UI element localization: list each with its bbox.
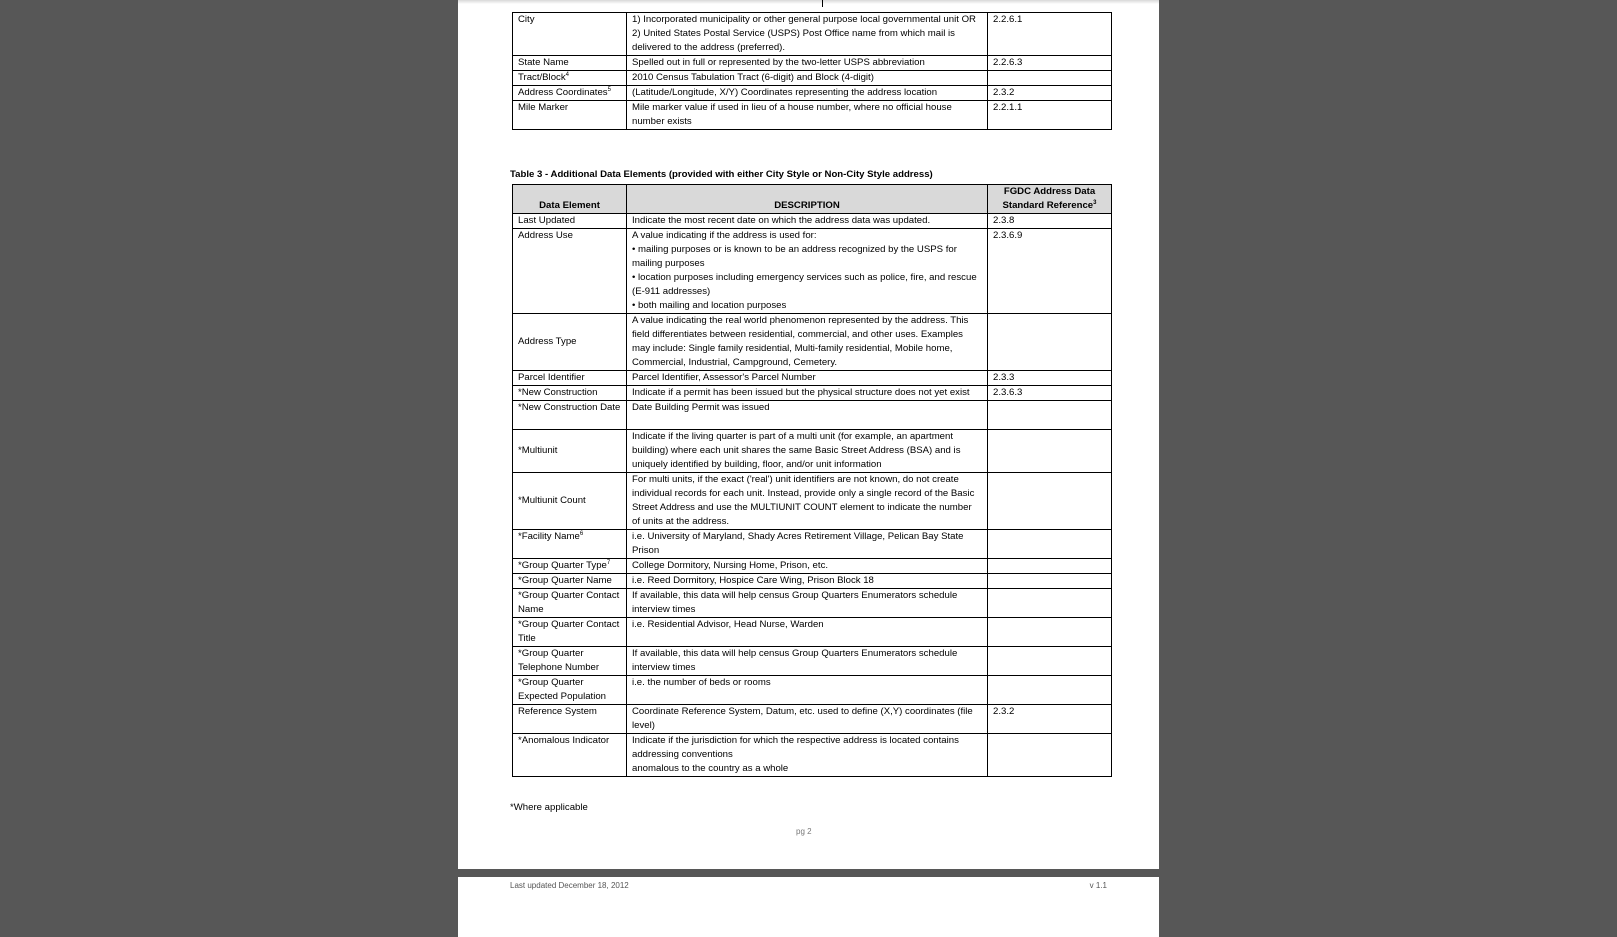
description-line: (Latitude/Longitude, X/Y) Coordinates representing the address location	[632, 87, 938, 98]
table-row	[513, 559, 1112, 574]
data-element-name: Address Use	[518, 230, 573, 241]
next-document-page	[458, 877, 1159, 937]
data-element-name: *New Construction Date	[518, 402, 621, 413]
description-line: Coordinate Reference System, Datum, etc. used to define (X,Y) coordinates (file level)	[632, 706, 973, 731]
fgdc-reference-cell: 2.2.1.1	[988, 101, 1112, 130]
table-row	[513, 229, 1112, 314]
description-line: A value indicating if the address is used for:	[632, 230, 817, 241]
data-element-name: *Multiunit	[518, 445, 558, 456]
footnote-ref: 5	[607, 86, 611, 93]
header-data-element: Data Element	[513, 185, 627, 214]
description-line: Date Building Permit was issued	[632, 402, 770, 413]
fgdc-reference-cell	[988, 71, 1112, 86]
table-row	[513, 574, 1112, 589]
fgdc-reference-cell	[988, 430, 1112, 473]
description-cell	[627, 13, 988, 56]
data-element-name: *Group Quarter Type	[518, 560, 607, 571]
data-element-name: Mile Marker	[518, 102, 569, 113]
table-row	[513, 473, 1112, 530]
fgdc-reference-cell	[988, 574, 1112, 589]
data-element-name: Address Type	[518, 336, 577, 347]
table-row	[513, 314, 1112, 371]
data-element-name: *Group Quarter Contact Title	[518, 619, 620, 644]
data-element-name: *Group Quarter Telephone Number	[518, 648, 600, 673]
fgdc-reference-cell: 2.2.6.1	[988, 13, 1112, 56]
table-row	[513, 530, 1112, 559]
description-cell	[627, 574, 988, 589]
table-row	[513, 71, 1112, 86]
data-element-cell	[513, 314, 627, 371]
description-line: College Dormitory, Nursing Home, Prison, etc.	[632, 560, 829, 571]
table-row	[513, 56, 1112, 71]
data-element-name: *Group Quarter Name	[518, 575, 612, 586]
description-cell	[627, 530, 988, 559]
footnote-ref: 6	[579, 530, 584, 537]
description-line: 2) United States Postal Service (USPS) Post Office name from which mail is delivered to the address (preferred).	[632, 28, 955, 53]
table-row	[513, 676, 1112, 705]
description-line: i.e. the number of beds or rooms	[632, 677, 771, 688]
table-3-caption: Table 3 - Additional Data Elements (provided with either City Style or Non-City Style address)	[510, 169, 933, 180]
data-element-name: State Name	[518, 57, 569, 68]
page-number: pg 2	[796, 827, 812, 836]
description-cell	[627, 101, 988, 130]
fgdc-reference-cell	[988, 647, 1112, 676]
data-element-cell	[513, 705, 627, 734]
description-line: Spelled out in full or represented by the two-letter USPS abbreviation	[632, 57, 925, 68]
table-row	[513, 734, 1112, 777]
description-cell	[627, 71, 988, 86]
fgdc-reference-cell	[988, 618, 1112, 647]
address-elements-table	[512, 12, 1112, 130]
description-line: • mailing purposes or is known to be an address recognized by the USPS for mailing purposes	[632, 244, 957, 269]
data-element-cell	[513, 647, 627, 676]
description-cell	[627, 401, 988, 430]
description-cell	[627, 647, 988, 676]
data-element-cell	[513, 559, 627, 574]
fgdc-reference-cell	[988, 734, 1112, 777]
table-row	[513, 589, 1112, 618]
fgdc-reference-cell	[988, 530, 1112, 559]
description-line: Indicate if a permit has been issued but the physical structure does not yet exist	[632, 387, 970, 398]
fgdc-reference-cell: 2.3.2	[988, 86, 1112, 101]
fgdc-reference-cell: 2.3.6.3	[988, 386, 1112, 401]
header-fgdc-reference	[988, 185, 1112, 214]
data-element-cell	[513, 401, 627, 430]
data-element-cell	[513, 473, 627, 530]
data-element-cell	[513, 530, 627, 559]
description-line: Indicate if the jurisdiction for which the respective address is located contains addressing conventions	[632, 735, 959, 760]
description-cell	[627, 734, 988, 777]
table-row	[513, 401, 1112, 430]
description-line: If available, this data will help census Group Quarters Enumerators schedule interview times	[632, 590, 958, 615]
data-element-name: Last Updated	[518, 215, 576, 226]
footnote: *Where applicable	[510, 802, 588, 813]
footnote-ref: 4	[565, 71, 569, 78]
table-row	[513, 705, 1112, 734]
data-element-name: *New Construction	[518, 387, 598, 398]
table-row	[513, 618, 1112, 647]
data-element-cell	[513, 229, 627, 314]
description-cell	[627, 86, 988, 101]
data-element-cell	[513, 13, 627, 56]
description-line: • both mailing and location purposes	[632, 300, 787, 311]
description-line: anomalous to the country as a whole	[632, 763, 789, 774]
table-row	[513, 214, 1112, 229]
description-cell	[627, 56, 988, 71]
fgdc-reference-cell: 2.3.3	[988, 371, 1112, 386]
header-description: DESCRIPTION	[627, 185, 988, 214]
data-element-name: *Multiunit Count	[518, 495, 586, 506]
description-line: 1) Incorporated municipality or other general purpose local governmental unit OR	[632, 14, 976, 25]
data-element-name: Reference System	[518, 706, 597, 717]
footnote-ref: 7	[606, 559, 611, 566]
description-cell	[627, 214, 988, 229]
data-element-name: Address Coordinates	[518, 87, 608, 98]
description-line: A value indicating the real world phenomenon represented by the address. This field differentiates between residential, commercial, and other uses. Examples may include: Single family residential, Multi-family residential, Mobile home, Commercial, Industrial, Campground, Cemetery.	[632, 315, 969, 368]
fgdc-reference-cell: 2.3.6.9	[988, 229, 1112, 314]
data-element-cell	[513, 676, 627, 705]
data-element-name: Parcel Identifier	[518, 372, 585, 383]
description-line: 2010 Census Tabulation Tract (6-digit) and Block (4-digit)	[632, 72, 874, 83]
description-cell	[627, 705, 988, 734]
data-element-cell	[513, 371, 627, 386]
document-page	[458, 0, 1159, 869]
fgdc-reference-cell	[988, 676, 1112, 705]
table-row	[513, 371, 1112, 386]
footer-last-updated: Last updated December 18, 2012	[510, 881, 629, 890]
table-row	[513, 386, 1112, 401]
data-element-cell	[513, 589, 627, 618]
table-row	[513, 13, 1112, 56]
description-line: Indicate if the living quarter is part of a multi unit (for example, an apartment building) where each unit shares the same Basic Street Address (BSA) and is uniquely identified by building, floor, and/or unit information	[632, 431, 961, 470]
data-element-cell	[513, 86, 627, 101]
data-element-cell	[513, 734, 627, 777]
description-cell	[627, 430, 988, 473]
data-element-cell	[513, 101, 627, 130]
description-cell	[627, 589, 988, 618]
data-element-name: Tract/Block	[518, 72, 566, 83]
page-top-shadow	[458, 0, 1159, 4]
data-element-cell	[513, 618, 627, 647]
description-line: For multi units, if the exact ('real') unit identifiers are not known, do not create individual records for each unit. Instead, provide only a single record of the Basic Street Address and use the MULTIUNIT COUNT element to indicate the number of units at the address.	[632, 474, 975, 527]
fgdc-reference-cell: 2.3.2	[988, 705, 1112, 734]
description-line: If available, this data will help census Group Quarters Enumerators schedule interview times	[632, 648, 958, 673]
data-element-name: City	[518, 14, 535, 25]
table-header-row	[513, 185, 1112, 214]
description-line: i.e. Residential Advisor, Head Nurse, Warden	[632, 619, 824, 630]
fgdc-reference-cell	[988, 473, 1112, 530]
table-row	[513, 430, 1112, 473]
description-line: i.e. University of Maryland, Shady Acres Retirement Village, Pelican Bay State Prison	[632, 531, 964, 556]
description-cell	[627, 386, 988, 401]
description-line	[632, 415, 982, 429]
description-cell	[627, 314, 988, 371]
text-cursor-icon	[822, 0, 823, 7]
data-element-cell	[513, 430, 627, 473]
description-line: • location purposes including emergency services such as police, fire, and rescue (E-911 addresses)	[632, 272, 977, 297]
data-element-cell	[513, 214, 627, 229]
description-cell	[627, 473, 988, 530]
description-line: Mile marker value if used in lieu of a house number, where no official house number exists	[632, 102, 952, 127]
data-element-cell	[513, 386, 627, 401]
data-element-cell	[513, 56, 627, 71]
description-cell	[627, 559, 988, 574]
description-line: Indicate the most recent date on which the address data was updated.	[632, 215, 931, 226]
data-element-cell	[513, 574, 627, 589]
fgdc-reference-cell	[988, 401, 1112, 430]
description-line: Parcel Identifier, Assessor's Parcel Number	[632, 372, 816, 383]
fgdc-reference-cell: 2.2.6.3	[988, 56, 1112, 71]
data-element-name: *Facility Name	[518, 531, 580, 542]
fgdc-reference-cell	[988, 589, 1112, 618]
additional-data-elements-table	[512, 184, 1112, 777]
data-element-cell	[513, 71, 627, 86]
fgdc-reference-cell	[988, 314, 1112, 371]
description-cell	[627, 618, 988, 647]
table-row	[513, 647, 1112, 676]
description-cell	[627, 371, 988, 386]
description-cell	[627, 676, 988, 705]
footnote-ref: 3	[1093, 199, 1097, 206]
table-row	[513, 101, 1112, 130]
header-ref-text: FGDC Address Data Standard Reference	[1002, 186, 1096, 211]
footer-version: v 1.1	[1089, 881, 1107, 890]
fgdc-reference-cell: 2.3.8	[988, 214, 1112, 229]
description-cell	[627, 229, 988, 314]
fgdc-reference-cell	[988, 559, 1112, 574]
data-element-name: *Group Quarter Contact Name	[518, 590, 620, 615]
data-element-name: *Anomalous Indicator	[518, 735, 610, 746]
description-line: i.e. Reed Dormitory, Hospice Care Wing, Prison Block 18	[632, 575, 874, 586]
table-row	[513, 86, 1112, 101]
data-element-name: *Group Quarter Expected Population	[518, 677, 607, 702]
